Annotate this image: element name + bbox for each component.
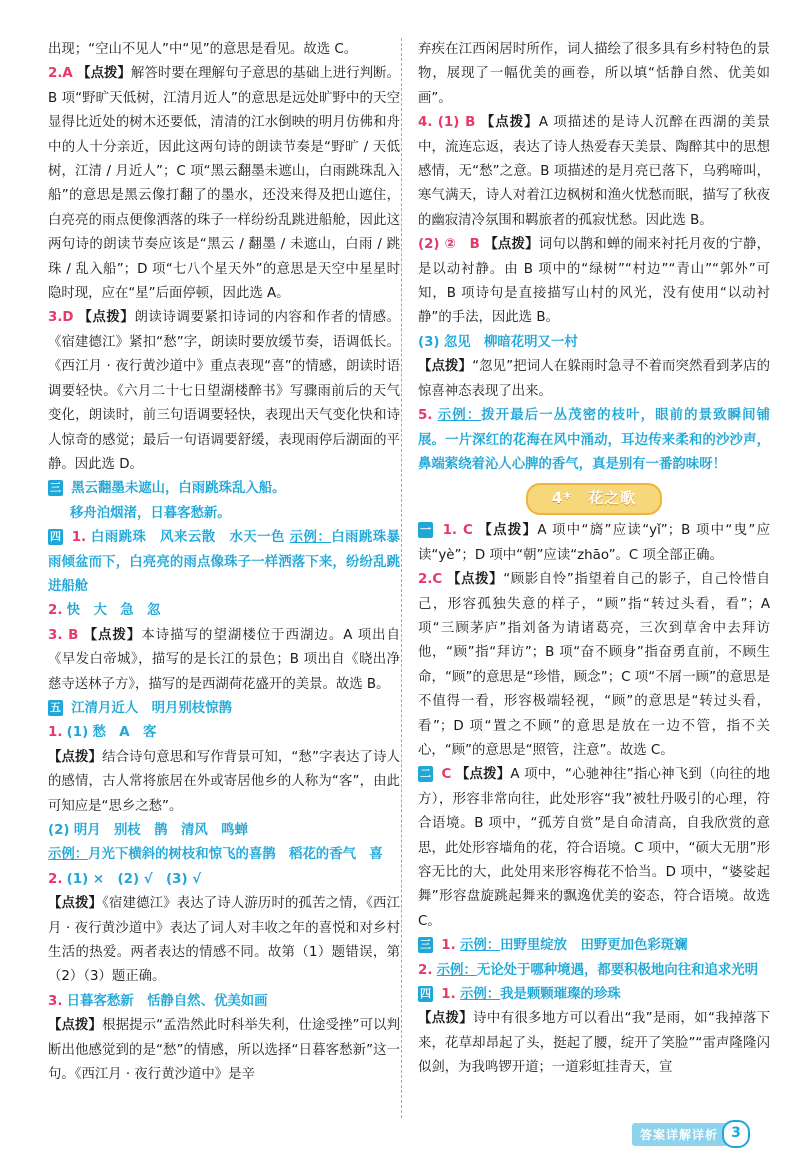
section-badge: 三 bbox=[50, 481, 61, 495]
explanation-text: 朗读诗调要紧扣诗词的内容和作者的情感。《宿建德江》紧扣“愁”字，朗读时要放缓节奏，语调低长。《西江月 · 夜行黄沙道中》重点表现“喜”的情感，朗读时语调要轻快。《六月二十七日望湖楼醉书》写骤雨前后的天气变化，朗读时，前三句语调要轻快，表现出天气变化快和诗人惊奇的感觉；最后一句语调要舒缓，表现雨停后湖面的平静。因此选 D。 bbox=[48, 310, 401, 472]
question-number: 1. bbox=[441, 987, 456, 1003]
answer-text: 明月 别枝 鹊 清风 鸣蝉 bbox=[73, 823, 248, 838]
column-divider bbox=[401, 38, 402, 1118]
section-badge: 二 bbox=[420, 767, 431, 781]
sub-number: (1) bbox=[66, 725, 89, 741]
answer-text: 白雨跳珠 风来云散 水天一色 bbox=[90, 530, 285, 546]
example-label: 示例： bbox=[437, 408, 482, 424]
hint-tag: 【点拨】 bbox=[484, 237, 539, 253]
sub-answer: (1) B bbox=[437, 115, 476, 131]
question-number: 5. bbox=[418, 408, 433, 424]
answer-text: 日暮客愁新 恬静自然、优美如画 bbox=[66, 993, 268, 1009]
answer-text: 白雨跳珠暴雨倾盆而下，白亮亮的雨点像珠子一样洒落下来，纷纷乱跳进船舱 bbox=[48, 530, 401, 594]
answer-item bbox=[418, 934, 770, 958]
explanation-text: 本诗描写的望湖楼位于西湖边。A 项出自《早发白帝城》，描写的是长江的景色；B 项出自《晓出净慈寺送林子方》，描写的是西湖荷花盛开的美景。故选 B。 bbox=[48, 627, 400, 692]
answer-text: 无论处于哪种境遇，都要积极地向往和追求光明 bbox=[476, 962, 759, 978]
answer-text: 移舟泊烟渚，日暮客愁新。 bbox=[70, 505, 231, 521]
example-label: 示例： bbox=[48, 847, 89, 863]
hint-tag: 【点拨】 bbox=[418, 359, 473, 375]
explanation bbox=[48, 746, 400, 819]
section-three bbox=[48, 477, 400, 526]
hint-tag: 【点拨】 bbox=[455, 767, 511, 783]
question-number: 2.A bbox=[48, 66, 73, 82]
hint-tag: 【点拨】 bbox=[478, 523, 538, 539]
example-label: 示例： bbox=[459, 938, 501, 954]
answer-item bbox=[48, 599, 400, 623]
answer-item bbox=[48, 843, 400, 867]
answer-item bbox=[48, 721, 400, 745]
answer-item bbox=[48, 868, 400, 892]
explanation-text: 诗中有很多地方可以看出“我”是雨，如“我掉落下来，花草却昂起了头，挺起了腰，绽开了笑脸”“雷声隆隆闪似剑，为我鸣锣开道；一道彩虹挂青天，宣 bbox=[418, 1011, 771, 1076]
hint-tag: 【点拨】 bbox=[480, 115, 539, 131]
question-number: 1. bbox=[441, 938, 456, 954]
answer-text: 我是颗颗璀璨的珍珠 bbox=[500, 987, 621, 1003]
explanation bbox=[418, 355, 770, 404]
hint-tag: 【点拨】 bbox=[48, 1018, 103, 1034]
answer-item bbox=[418, 983, 770, 1007]
example-label: 示例： bbox=[289, 530, 332, 546]
question-number: 1. bbox=[48, 725, 63, 741]
hint-tag: 【点拨】 bbox=[83, 627, 142, 643]
explanation bbox=[48, 1014, 400, 1087]
question-number: 2. bbox=[418, 962, 433, 978]
answer-item bbox=[48, 62, 400, 306]
answer-text: 拨开最后一丛茂密的枝叶，眼前的景致瞬间铺展。一片深红的花海在风中涌动，耳边传来柔和的沙沙声，鼻端萦绕着沁人心脾的香气，真是别有一番韵味呀！ bbox=[418, 408, 770, 472]
answer-text: 快 大 急 忽 bbox=[66, 603, 161, 619]
answer-item bbox=[418, 519, 770, 568]
hint-tag: 【点拨】 bbox=[78, 310, 135, 326]
section-badge: 三 bbox=[420, 938, 431, 952]
answer-item bbox=[418, 568, 770, 763]
explanation-text: A 项中，“心驰神往”指心神飞到（向往的地方），形容非常向往，此处形容“我”被牡丹吸引的心理，符合语境。B 项中，“孤芳自赏”是自命清高，自我欣赏的意思，此处形容墙角的花，符合语境。C 项中，“硕大无朋”形容无比的大，此处用来形容梅花不恰当。D 项中，“婆娑起舞”形容盘旋跳起舞来的飘逸优美的姿态，符合语境。故选 C。 bbox=[418, 767, 771, 929]
answer-item bbox=[48, 819, 400, 843]
hint-tag: 【点拨】 bbox=[447, 572, 504, 588]
text-line: 出现；“空山不见人”中“见”的意思是看见。故选 C。 bbox=[48, 42, 358, 57]
explanation-text: 根据提示“孟浩然此时科举失利，仕途受挫”可以判断出他感觉到的是“愁”的情感，所以选择“日暮客愁新”这一句。《西江月 · 夜行黄沙道中》是辛 bbox=[48, 1018, 401, 1083]
explanation bbox=[48, 892, 400, 990]
text-line: 弃疾在江西闲居时所作，词人描绘了很多具有乡村特色的景物，展现了一幅优美的画卷，所以填“恬静自然、优美如画”。 bbox=[418, 42, 770, 106]
answer-item bbox=[418, 404, 770, 477]
answer-text: 忽见 柳暗花明又一村 bbox=[443, 334, 578, 350]
section-badge: 五 bbox=[50, 700, 61, 714]
question-number: 1. C bbox=[442, 523, 473, 539]
answer-text: 黑云翻墨未遮山，白雨跳珠乱入船。 bbox=[71, 481, 286, 497]
question-number: 2. bbox=[48, 603, 63, 619]
section-badge: 四 bbox=[420, 987, 431, 1001]
example-label: 示例： bbox=[436, 962, 477, 978]
question-number: 3. bbox=[48, 993, 63, 1009]
explanation-text: “顾影自怜”指望着自己的影子，自己怜惜自己，形容孤独失意的样子，“顾”指“转过头看，看”；A 项“三顾茅庐”指刘备为请诸葛亮，三次到草舍中去拜访他，“顾”指“拜访”；B 项“奋不顾身”指奋勇直前，不顾生命，“顾”的意思是“珍惜，顾念”；C 项“不屑一顾”的意思是不值得一看，形容极端轻视，“顾”的意思是“转过头看，看”；D 项“置之不顾”的意思是放在一边不管，指不关心，“顾”的意思是“照管，注意”。故选 C。 bbox=[418, 572, 771, 758]
example-label: 示例： bbox=[459, 987, 501, 1003]
hint-tag: 【点拨】 bbox=[77, 66, 131, 82]
answer-text: 愁 A 客 bbox=[92, 725, 157, 741]
explanation-text: 解答时要在理解句子意思的基础上进行判断。B 项“野旷天低树，江清月近人”的意思是远处旷野中的天空显得比近处的树木还要低，清清的江水倒映的明月仿佛和舟中的人十分亲近，因此这两句诗的朗读节奏是“野旷 / 天低树，江清 / 月近人”；C 项“黑云翻墨未遮山，白雨跳珠乱入船”的意思是黑云像打翻了的墨水，还没来得及把山遮住，白亮亮的雨点便像洒落的珠子一样纷纷乱跳进船舱，因此这两句诗的朗读节奏应该是“黑云 / 翻墨 / 未遮山，白雨 / 跳珠 / 乱入船”；D 项“七八个星天外”的意思是天空中星星时隐时现，应在“星”后面停顿，因此选 A。 bbox=[48, 66, 400, 302]
explanation-text: A 项中“旖”应读“yǐ”；B 项中“曳”应读“yè”；D 项中“朝”应读“zhāo”。C 项全部正确。 bbox=[418, 523, 770, 563]
question-number: 3.D bbox=[48, 310, 74, 326]
explanation-text: “忽见”把词人在躲雨时急寻不着而突然看到茅店的惊喜神态表现了出来。 bbox=[418, 359, 771, 399]
answer-text: (1) × (2) √ (3) √ bbox=[66, 871, 202, 887]
section-badge: 一 bbox=[420, 523, 431, 537]
sub-answer: (2) ② B bbox=[418, 237, 480, 253]
answer-item bbox=[418, 763, 770, 934]
question-number: 2. bbox=[48, 871, 63, 887]
explanation-text: 词句以鹊和蝉的闹来衬托月夜的宁静，是以动衬静。由 B 项中的“绿树”“村边”“青山”“郭外”可知，B 项诗句是直接描写山村的风光，没有使用“以动衬静”的手法，因此选 B。 bbox=[418, 237, 771, 326]
hint-tag: 【点拨】 bbox=[418, 1011, 474, 1027]
explanation-text: 结合诗句意思和写作背景可知，“愁”字表达了诗人的感情，古人常将旅居在外或寄居他乡的人称为“客”，由此可知应是“思乡之愁”。 bbox=[48, 749, 401, 814]
hint-tag: 【点拨】 bbox=[48, 749, 103, 765]
answer-item bbox=[418, 959, 770, 983]
footer-label: 答案详解详析 bbox=[632, 1123, 726, 1146]
answer-item bbox=[48, 990, 400, 1014]
page-footer bbox=[632, 1121, 750, 1147]
sub-number: (2) bbox=[48, 823, 70, 838]
section-five bbox=[48, 697, 400, 721]
question-number: 4. bbox=[418, 115, 433, 131]
answer-item bbox=[418, 233, 770, 331]
explanation bbox=[418, 1007, 770, 1080]
answer-item bbox=[418, 331, 770, 355]
answer-text: 田野里绽放 田野更加色彩斑斓 bbox=[500, 938, 688, 954]
answer-item bbox=[48, 306, 400, 477]
hint-tag: 【点拨】 bbox=[48, 896, 103, 912]
answer-item bbox=[48, 624, 400, 697]
question-number: 3. B bbox=[48, 627, 79, 643]
explanation-text: A 项描述的是诗人沉醉在西湖的美景中，流连忘返，表达了诗人热爱春天美景、陶醉其中的思想感情，无“愁”之意。B 项描述的是月亮已落下，乌鸦啼叫，寒气满天，诗人对着江边枫树和渔火忧愁而眠，描写了秋夜的幽寂清冷氛围和羁旅者的孤寂忧愁。因此选 B。 bbox=[418, 115, 770, 228]
answer-text: 月光下横斜的树枝和惊飞的喜鹊 稻花的香气 喜 bbox=[88, 847, 383, 863]
left-column bbox=[48, 38, 400, 1087]
explanation-text: 《宿建德江》表达了诗人游历时的孤苦之情，《西江月 · 夜行黄沙道中》表达了词人对丰收之年的喜悦和对乡村生活的热爱。两者表达的情感不同。故第（1）题错误，第（2）（3）题正确。 bbox=[48, 896, 400, 985]
question-number: 1. bbox=[71, 530, 87, 546]
answer-text: 江清月近人 明月别枝惊鹊 bbox=[71, 700, 232, 716]
answer-item bbox=[418, 111, 770, 233]
answer-letter: C bbox=[441, 767, 452, 783]
sub-number: (3) bbox=[418, 334, 440, 350]
question-number: 2.C bbox=[418, 572, 443, 588]
right-column bbox=[418, 38, 770, 1081]
section-four bbox=[48, 526, 400, 599]
page-number: 3 bbox=[722, 1120, 750, 1148]
section-badge: 四 bbox=[50, 530, 61, 544]
lesson-title: 4* 花之歌 bbox=[526, 483, 662, 515]
